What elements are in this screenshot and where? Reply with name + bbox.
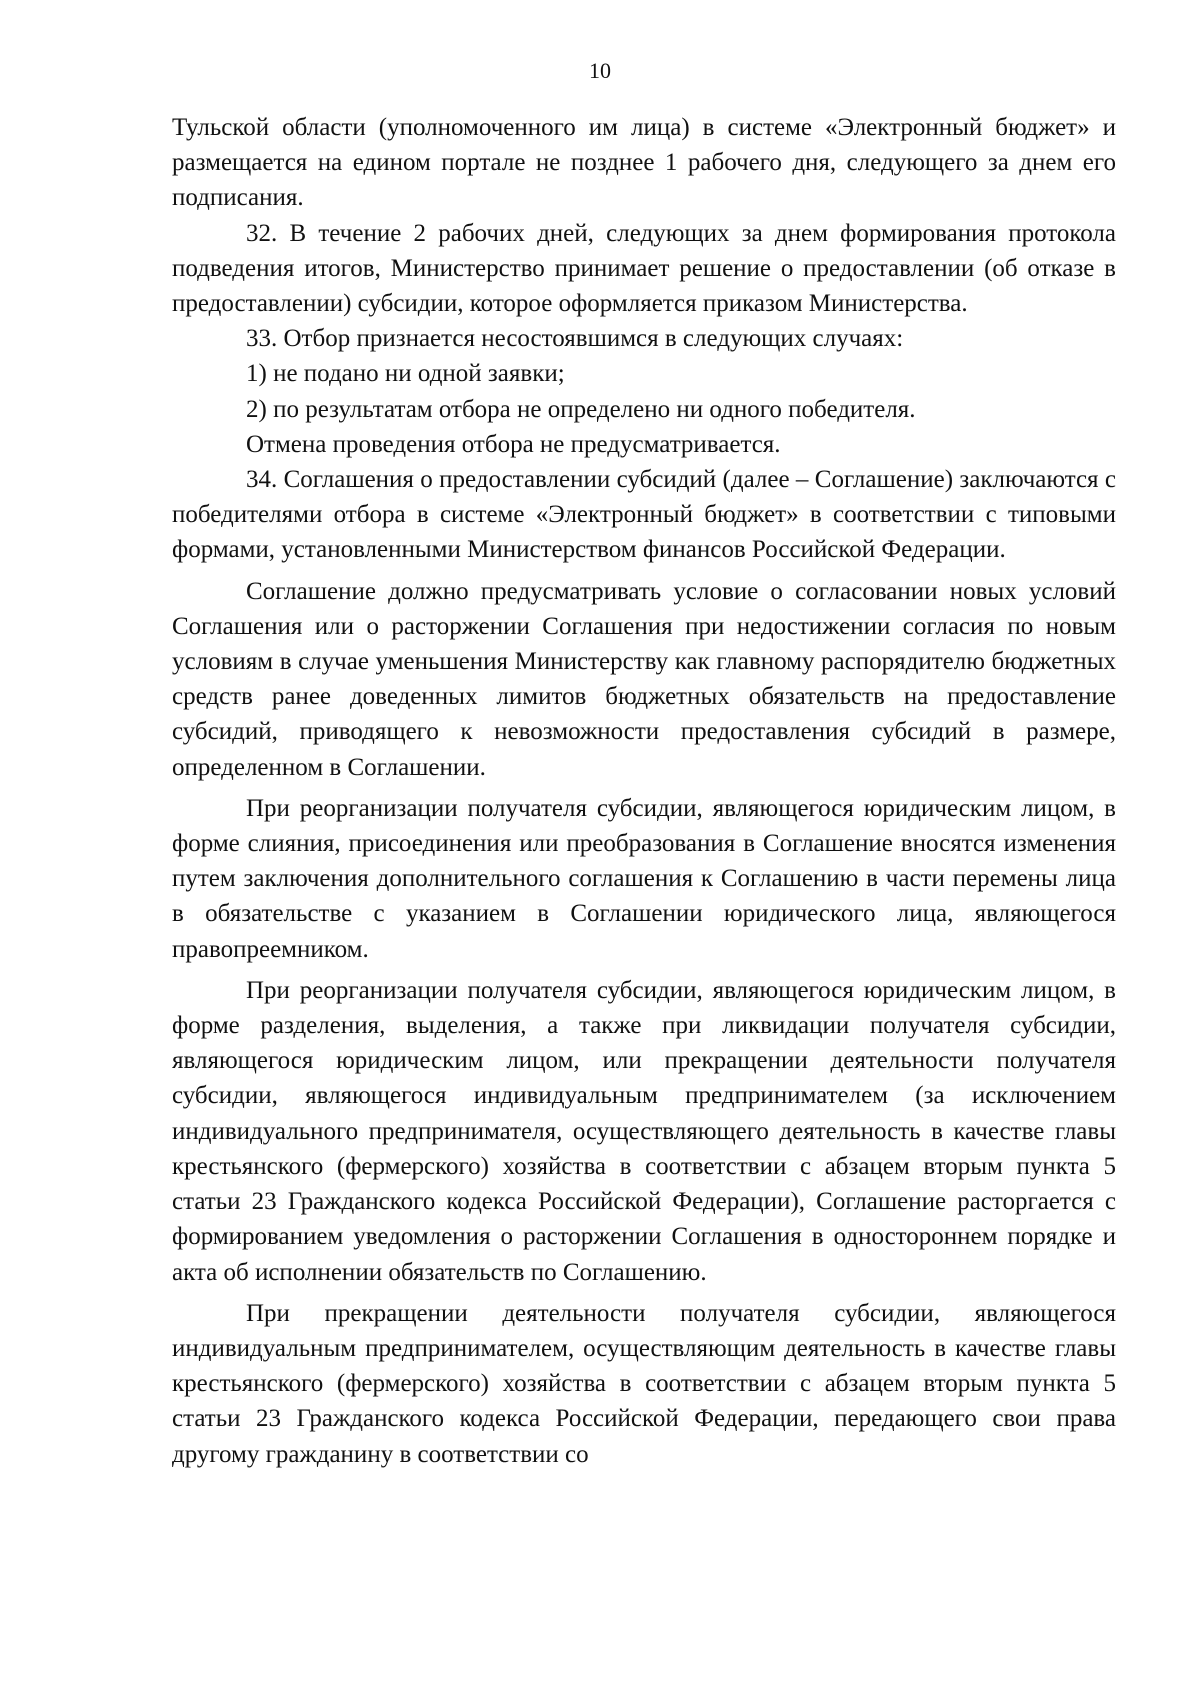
page-number: 10 bbox=[589, 58, 611, 83]
paragraph-agreement-conditions: Соглашение должно предусматривать условие о согласовании новых условий Соглашения или о расторжении Соглашения при недостижении согласия по новым условиям в случае уменьшения Министерству как главному распорядителю бюджетных средств ранее доведенных лимитов бюджетных обязательств на предоставление субсидий, приводящего к невозможности предоставления субсидий в размере, определенном в Соглашении. bbox=[172, 577, 1116, 781]
paragraph-termination-ip: При прекращении деятельности получателя субсидии, являющегося индивидуальным предпринимателем, осуществляющим деятельность в качестве главы крестьянского (фермерского) хозяйства в соответствии с абзацем вторым пункта 5 статьи 23 Гражданского кодекса Российской Федерации, передающего свои права другому гражданину в соответствии со bbox=[172, 1299, 1116, 1468]
list-item-1: 1) не подано ни одной заявки; bbox=[246, 360, 565, 388]
paragraph-item-33: 33. Отбор признается несостоявшимся в следующих случаях: bbox=[246, 325, 904, 353]
paragraph-cancellation: Отмена проведения отбора не предусматривается. bbox=[246, 430, 781, 458]
document-body bbox=[172, 110, 1116, 1472]
paragraph-item-34: 34. Соглашения о предоставлении субсидий (далее – Соглашение) заключаются с победителями отбора в системе «Электронный бюджет» в соответствии с типовыми формами, установленными Министерством финансов Российской Федерации. bbox=[172, 466, 1116, 564]
list-item-2: 2) по результатам отбора не определено ни одного победителя. bbox=[246, 395, 916, 423]
paragraph-item-32: 32. В течение 2 рабочих дней, следующих за днем формирования протокола подведения итогов, Министерство принимает решение о предоставлении (об отказе в предоставлении) субсидии, которое оформляется приказом Министерства. bbox=[172, 219, 1116, 318]
paragraph-reorganization-merger: При реорганизации получателя субсидии, являющегося юридическим лицом, в форме слияния, присоединения или преобразования в Соглашение вносятся изменения путем заключения дополнительного соглашения к Соглашению в части перемены лица в обязательстве с указанием в Соглашении юридического лица, являющегося правопреемником. bbox=[172, 794, 1116, 963]
paragraph-continuation: Тульской области (уполномоченного им лица) в системе «Электронный бюджет» и размещается на едином портале не позднее 1 рабочего дня, следующего за днем его подписания. bbox=[172, 114, 1116, 212]
paragraph-reorganization-division: При реорганизации получателя субсидии, являющегося юридическим лицом, в форме разделения, выделения, а также при ликвидации получателя субсидии, являющегося юридическим лицом, или прекращении деятельности получателя субсидии, являющегося индивидуальным предпринимателем (за исключением индивидуального предпринимателя, осуществляющего деятельность в качестве главы крестьянского (фермерского) хозяйства в соответствии с абзацем вторым пункта 5 статьи 23 Гражданского кодекса Российской Федерации), Соглашение расторгается с формированием уведомления о расторжении Соглашения в одностороннем порядке и акта об исполнении обязательств по Соглашению. bbox=[172, 976, 1116, 1286]
